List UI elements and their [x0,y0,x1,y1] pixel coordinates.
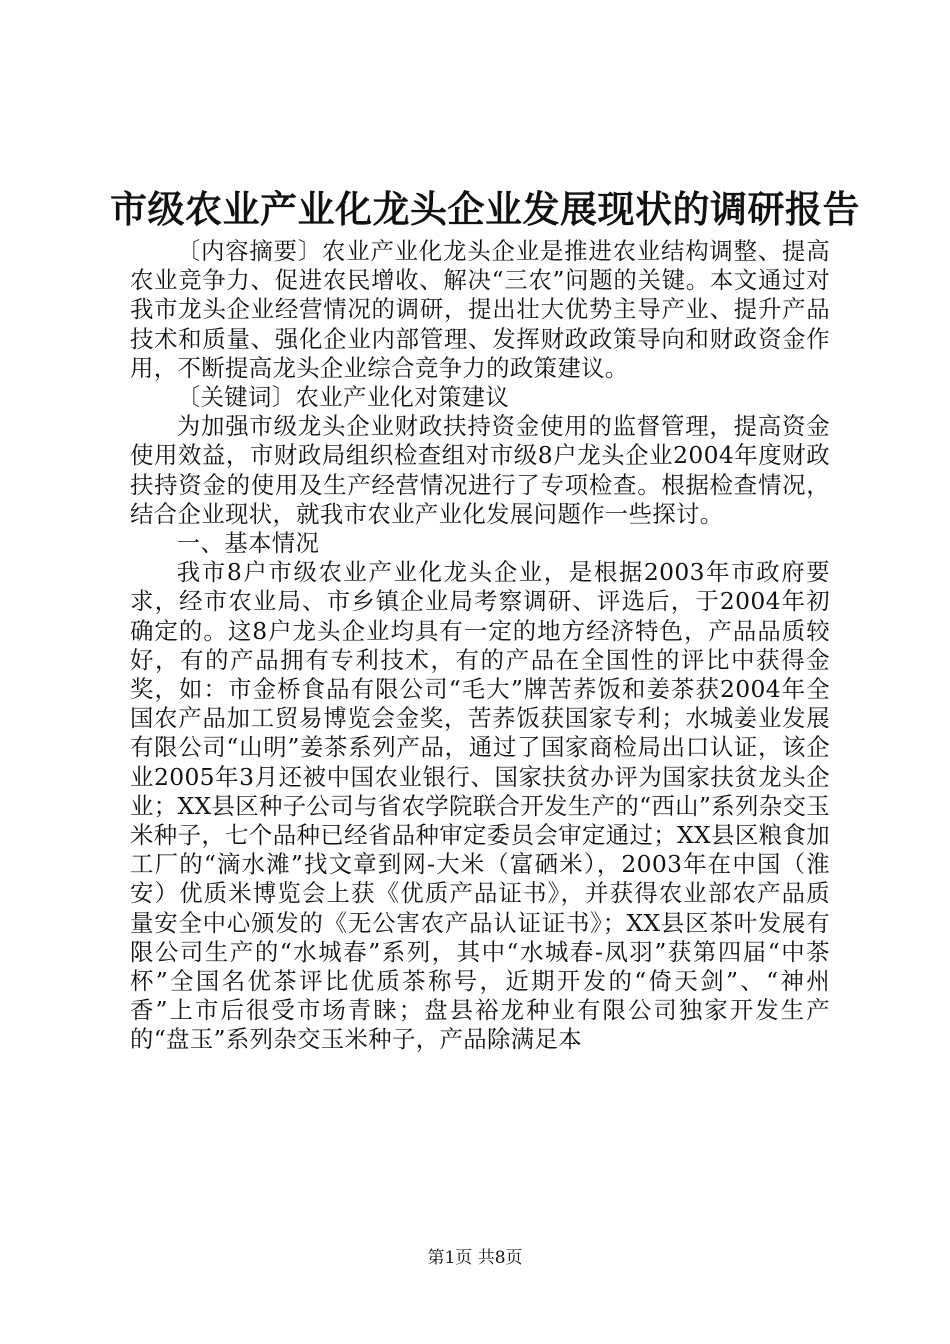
keywords-paragraph: 〔关键词〕农业产业化对策建议 [176,383,510,412]
intro-paragraph: 为加强市级龙头企业财政扶持资金使用的监督管理，提高资金使用效益，市财政局组织检查组对市级8户龙头企业2004年度财政扶持资金的使用及生产经营情况进行了专项检查。根据检查情况，结合企业现状，就我市农业产业化发展问题作一些探讨。 [130,412,830,528]
page-footer: 第1页 共8页 [427,1248,523,1268]
document-body [130,237,830,1055]
section-heading: 一、基本情况 [176,529,320,558]
abstract-paragraph: 〔内容摘要〕农业产业化龙头企业是推进农业结构调整、提高农业竞争力、促进农民增收、解决“三农”问题的关键。本文通过对我市龙头企业经营情况的调研，提出壮大优势主导产业、提升产品技术和质量、强化企业内部管理、发挥财政政策导向和财政资金作用，不断提高龙头企业综合竞争力的政策建议。 [130,237,830,382]
body-paragraph: 我市8户市级农业产业化龙头企业，是根据2003年市政府要求，经市农业局、市乡镇企业局考察调研、评选后，于2004年初确定的。这8户龙头企业均具有一定的地方经济特色，产品品质较好，有的产品拥有专利技术，有的产品在全国性的评比中获得金奖，如：市金桥食品有限公司“毛大”牌苦荞饭和姜茶获2004年全国农产品加工贸易博览会金奖，苦荞饭获国家专利；水城姜业发展有限公司“山明”姜茶系列产品，通过了国家商检局出口认证，该企业2005年3月还被中国农业银行、国家扶贫办评为国家扶贫龙头企业；XX县区种子公司与省农学院联合开发生产的“西山”系列杂交玉米种子，七个品种已经省品种审定委员会审定通过；XX县区粮食加工厂的“滴水滩”找文章到网-大米（富硒米），2003年在中国（淮安）优质米博览会上获《优质产品证书》，并获得农业部农产品质量安全中心颁发的《无公害农产品认证证书》；XX县区茶叶发展有限公司生产的“水城春”系列，其中“水城春-凤羽”获第四届“中茶杯”全国名优茶评比优质茶称号，近期开发的“倚天剑”、“神州香”上市后很受市场青睐；盘县裕龙种业有限公司独家开发生产的“盘玉”系列杂交玉米种子，产品除满足本 [130,558,830,1054]
document-title: 市级农业产业化龙头企业发展现状的调研报告 [110,187,860,231]
